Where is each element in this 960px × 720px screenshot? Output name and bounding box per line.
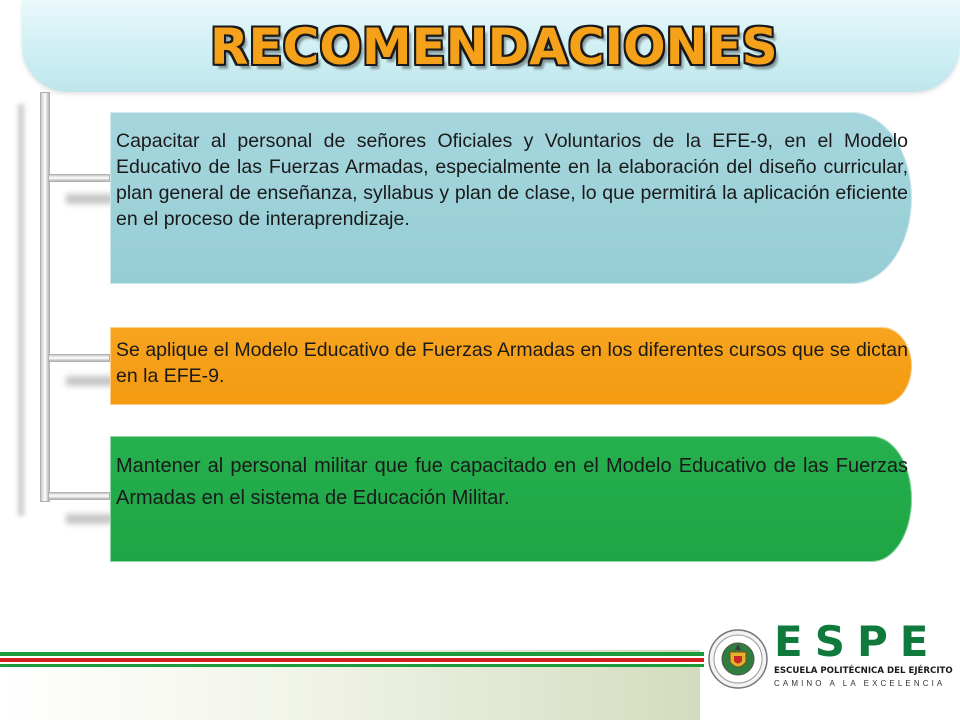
espe-logo-subtitle: ESCUELA POLITÉCNICA DEL EJÉRCITO	[774, 666, 953, 676]
espe-seal-icon	[708, 628, 768, 690]
recommendation-box-2	[110, 327, 912, 405]
connector-branch-1	[48, 174, 110, 182]
espe-logo-title: ESPE	[774, 617, 941, 666]
recommendation-box-3	[110, 436, 912, 562]
connector-vertical-line	[40, 92, 50, 502]
connector-branch-2	[48, 354, 110, 362]
page-title: RECOMENDACIONES	[210, 18, 778, 76]
recommendation-text: Se aplique el Modelo Educativo de Fuerzas Armadas en los diferentes cursos que se dictan en la EFE-9.	[116, 339, 908, 387]
connector-branch-3	[48, 492, 110, 500]
recommendation-text: Mantener al personal militar que fue capacitado en el Modelo Educativo de las Fuerzas Armadas en el sistema de Educación Militar.	[116, 455, 908, 509]
recommendation-text: Capacitar al personal de señores Oficiales y Voluntarios de la EFE-9, en el Modelo Educativo de las Fuerzas Armadas, especialmente en la elaboración del diseño curricular, plan general de enseñanza, syllabus y plan de clase, lo que permitirá la aplicación eficiente en el proceso de interaprendizaje.	[116, 130, 908, 230]
connector-shadow	[66, 194, 114, 204]
recommendation-box-1	[110, 112, 912, 284]
espe-logo-tagline: CAMINO A LA EXCELENCIA	[774, 679, 946, 688]
connector-shadow	[16, 104, 26, 516]
connector-shadow	[66, 376, 114, 386]
footer-stripe-green	[0, 664, 704, 667]
connector-shadow	[66, 514, 114, 524]
